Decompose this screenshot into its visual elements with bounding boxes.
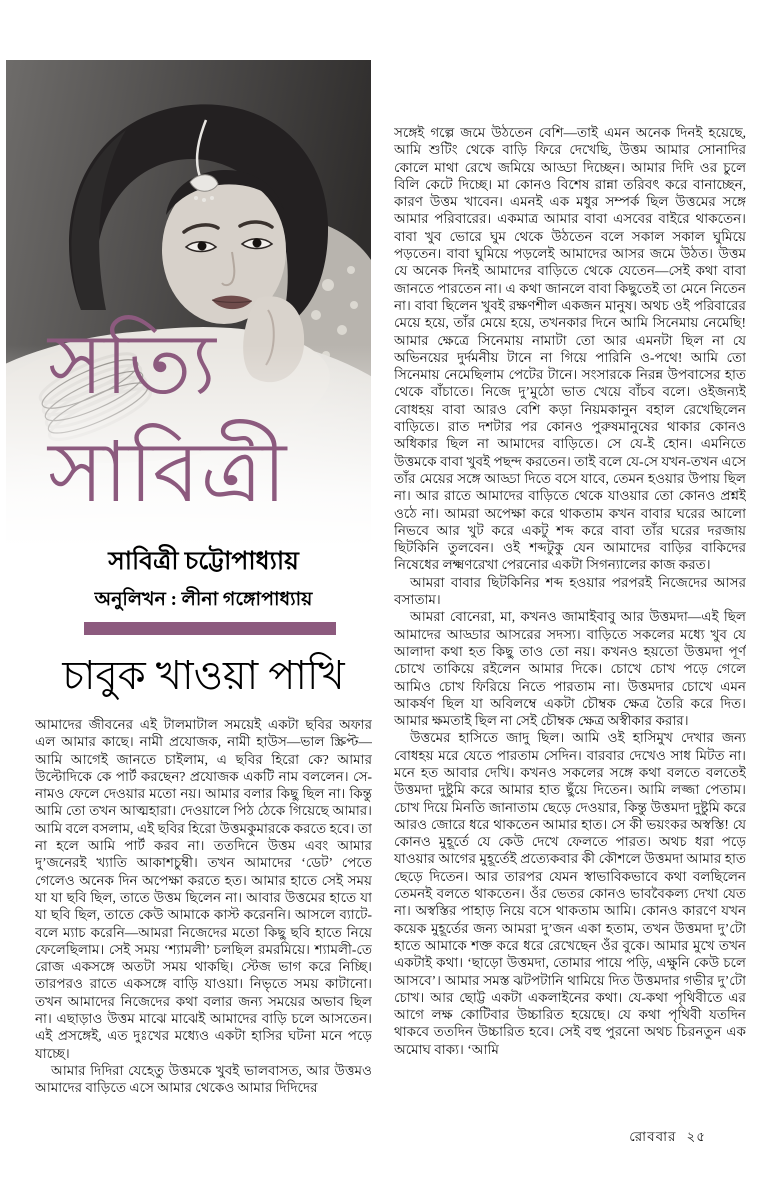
body-paragraph: উত্তমের হাসিতে জাদু ছিল। আমি ওই হাসিমুখ দেখার জন্য বোধহয় মরে যেতে পারতাম সেদিন। বারবার দেখেও সাধ মিটত না। মনে হত আবার দেখি। কখনও সকলের সঙ্গে কথা বলতে বলতেই উত্তমদা দুষ্টুমি করে আমার হাত ছুঁয়ে দিতেন। আমি লজ্জা পেতাম। চোখ দিয়ে মিনতি জানাতাম ছেড়ে দেওয়ার, কিন্তু উত্তমদা দুষ্টুমি করে আরও জোরে ধরে থাকতেন আমার হাত। সে কী ভয়ংকর অস্বস্তি! যে কোনও মুহূর্তে যে কেউ দেখে ফেলতে পারত। অথচ ধরা পড়ে যাওয়ার আগের মুহূর্তেই প্রত্যেকবার কী কৌশলে উত্তমদা আমার হাত ছেড়ে দিতেন। আর তারপর যেমন স্বাভাবিকভাবে কথা বলছিলেন তেমনই বলতে থাকতেন। ওঁর ভেতর কোনও ভাববৈকল্য দেখা যেত না। অস্বস্তির পাহাড় নিয়ে বসে থাকতাম আমি। কোনও কারণে যখন কয়েক মুহূর্তের জন্য আমরা দু’জন একা হতাম, তখন উত্তমদা দু’টো হাতে আমাকে শক্ত করে ধরে রেখেছেন ওঁর বুকে। আমার মুখে তখন একটাই কথা। ‘ছাড়ো উত্তমদা, তোমার পায়ে পড়ি, এক্ষুনি কেউ চলে আসবে’। আমার সমস্ত ঝটপটানি থামিয়ে দিত উত্তমদার গভীর দু’টো চোখ। আর ছোট্ট একটা একলাইনের কথা। যে-কথা পৃথিবীতে এর আগে লক্ষ কোটিবার উচ্চারিত হয়েছে। যে কথা পৃথিবী যতদিন থাকবে ততদিন উচ্চারিত হবে। সেই বহু পুরনো অথচ চিরনতুন এক অমোঘ বাক্য। ‘আমি: [394, 730, 746, 1057]
magazine-title: [48, 312, 378, 528]
body-paragraph: আমার দিদিরা যেহেতু উত্তমকে খুবই ভালবাসত, আর উত্তমও আমাদের বাড়িতে এসে আমার থেকেও আমার দিদিদের: [35, 1062, 372, 1096]
body-paragraph: আমরা বাবার ছিটকিনির শব্দ হওয়ার পরপরই নিজেদের আসর বসাতাম।: [394, 574, 746, 608]
title-line-1: সত্যি: [48, 319, 217, 412]
magazine-name: রোববার: [629, 1129, 677, 1144]
author-name: সাবিত্রী চট্টোপাধ্যায়: [108, 548, 299, 575]
page-number: ২৫: [686, 1129, 706, 1144]
body-paragraph: আমাদের জীবনের এই টালমাটাল সময়েই একটা ছবির অফার এল আমার কাছে। নামী প্রযোজক, নামী হাউস—ভাল স্ক্রিপ্ট—আমি আগেই জানতে চাইলাম, এ ছবির হিরো কে? আমার উল্টোদিকে কে পার্ট করছেন? প্রযোজক একটি নাম বললেন। সে-নামও ফেলে দেওয়ার মতো নয়। আমার বলার কিছু ছিল না। কিন্তু আমি তো তখন আত্মহারা। দেওয়ালে পিঠ ঠেকে গিয়েছে আমার। আমি বলে বসলাম, এই ছবির হিরো উত্তমকুমারকে করতে হবে। তা না হলে আমি পার্ট করব না। ততদিনে উত্তম এবং আমার দু’জনেরই খ্যাতি আকাশচুম্বী। তখন আমাদের ‘ডেট’ পেতে গেলেও অনেক দিন অপেক্ষা করতে হত। আমার হাতে সেই সময় যা যা ছবি ছিল, তাতে উত্তম ছিলেন না। আবার উত্তমের হাতে যা যা ছবি ছিল, তাতে কেউ আমাকে কাস্ট করেননি। আসলে ব্যাটে-বলে ম্যাচ করেনি—আমরা নিজেদের মতো কিছু ছবি হাতে নিয়ে ফেলেছিলাম। সেই সময় ‘শ্যামলী’ চলছিল রমরমিয়ে। শ্যামলী-তে রোজ একসঙ্গে অতটা সময় থাকছি। স্টেজ ভাগ করে নিচ্ছি। তারপরও রাতে একসঙ্গে বাড়ি যাওয়া। নিভৃতে সময় কাটানো। তখন আমাদের নিজেদের কথা বলার জন্য সময়ের অভাব ছিল না। এছাড়াও উত্তম মাঝে মাঝেই আমাদের বাড়ি চলে আসতেন। এই প্রসঙ্গেই, এত দুঃখের মধ্যেও একটা হাসির ঘটনা মনে পড়ে যাচ্ছে।: [35, 717, 372, 1061]
article-heading: চাবুক খাওয়া পাখি: [62, 653, 345, 698]
body-paragraph: আমরা বোনেরা, মা, কখনও জামাইবাবু আর উত্তমদা—এই ছিল আমাদের আড্ডার আসরের সদস্য। বাড়িতে সকলের মধ্যে খুব যে আলাদা কথা হত কিছু তাও তো নয়। কখনও হয়তো উত্তমদা পূর্ণ চোখে তাকিয়ে রইলেন আমার দিকে। চোখে চোখ পড়ে গেলে আমিও চোখ ফিরিয়ে নিতে পারতাম না। উত্তমদার চোখে এমন আকর্ষণ ছিল যা অবিলম্বে একটা চৌম্বক ক্ষেত্র তৈরি করে দিত। আমার ক্ষমতাই ছিল না সেই চৌম্বক ক্ষেত্র অস্বীকার করার।: [394, 609, 746, 729]
title-line-2: সাবিত্রী: [48, 427, 288, 520]
left-column: [35, 716, 372, 1118]
right-column: [394, 124, 746, 1099]
body-paragraph: সঙ্গেই গল্পে জমে উঠতেন বেশি—তাই এমন অনেক দিনই হয়েছে, আমি শুটিং থেকে বাড়ি ফিরে দেখেছি, উত্তম আমার সোনাদির কোলে মাথা রেখে জমিয়ে আড্ডা দিচ্ছেন। আমার দিদি ওর চুলে বিলি কেটে দিচ্ছে। মা কোনও বিশেষ রান্না তরিবৎ করে বানাচ্ছেন, কারণ উত্তম খাবেন। এমনই এক মধুর সম্পর্ক ছিল উত্তমের সঙ্গে আমার পরিবারের। একমাত্র আমার বাবা এসবের বাইরে থাকতেন। বাবা খুব ভোরে ঘুম থেকে উঠতেন বলে সকাল সকাল ঘুমিয়ে পড়তেন। বাবা ঘুমিয়ে পড়লেই আমাদের আসর জমে উঠত। উত্তম যে অনেক দিনই আমাদের বাড়িতে থেকে যেতেন—সেই কথা বাবা জানতে পারতেন না। এ কথা জানলে বাবা কিছুতেই তা মেনে নিতেন না। বাবা ছিলেন খুবই রক্ষণশীল একজন মানুষ। অথচ ওই পরিবারের মেয়ে হয়ে, তাঁর মেয়ে হয়ে, তখনকার দিনে আমি সিনেমায় নেমেছি! আমার ক্ষেত্রে সিনেমায় নামাটা তো আর এমনটা ছিল না যে অভিনয়ের দুর্দমনীয় টানে না গিয়ে পারিনি ও-পথে! আমি তো সিনেমায় নেমেছিলাম পেটের টানে। সংসারকে নিরন্ন উপবাসের হাত থেকে বাঁচাতে। নিজে দু’মুঠো ভাত খেয়ে বাঁচব বলে। ওইজন্যই বোধহয় বাবা আরও বেশি কড়া নিয়মকানুন বহাল রেখেছিলেন বাড়িতে। রাত দশটার পর কোনও পুরুষমানুষের থাকার কোনও অধিকার ছিল না আমাদের বাড়িতে। সে যে-ই হোন। এমনিতে উত্তমকে বাবা খুবই পছন্দ করতেন। তাই বলে যে-সে যখন-তখন এসে তাঁর মেয়ের সঙ্গে আড্ডা দিতে বসে যাবে, তেমন হওয়ার উপায় ছিল না। আর রাতে আমাদের বাড়িতে থেকে যাওয়ার তো কোনও প্রশ্নই ওঠে না। আমরা অপেক্ষা করে থাকতাম কখন বাবার ঘরের আলো নিভবে আর খুট করে একটু শব্দ করে বাবা তাঁর ঘরের দরজায় ছিটকিনি তুলবেন। ওই শব্দটুকু যেন আমাদের বাড়ির বাকিদের নিষেধের লক্ষ্মণরেখা পেরনোর একটা সিগন্যালের কাজ করত।: [394, 125, 746, 573]
accent-bar: [84, 622, 336, 635]
page-footer: [629, 1126, 706, 1149]
transcriber-byline: অনুলিখন : লীনা গঙ্গোপাধ্যায়: [94, 589, 313, 610]
